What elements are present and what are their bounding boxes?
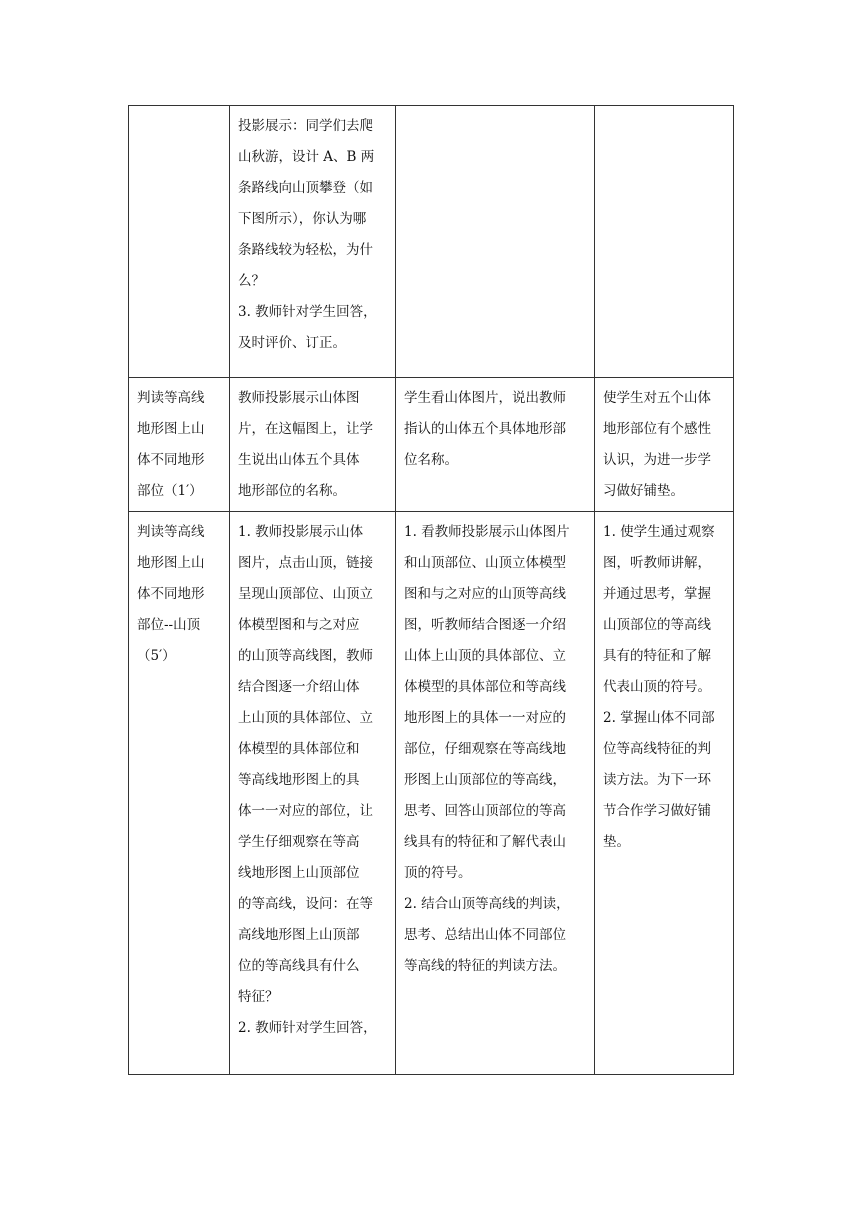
lesson-plan-table [128, 105, 734, 1075]
cell-text-line: 及时评价、订正。 [238, 335, 346, 351]
stage-cell [129, 378, 230, 512]
student-activity-cell [396, 512, 595, 1075]
cell-text-line: 生说出山体五个具体 [238, 452, 360, 468]
cell-text-line: 教师投影展示山体图 [238, 390, 360, 406]
cell-text-line: 山体上山顶的具体部位、立 [404, 648, 566, 664]
cell-text-line: 片，在这幅图上，让学 [238, 421, 373, 437]
cell-text-line: 特征？ [238, 989, 279, 1005]
cell-text-line: 高线地形图上山顶部 [238, 927, 360, 943]
cell-text-line: 1. 教师投影展示山体 [238, 524, 364, 540]
cell-text-line: 1. 使学生通过观察 [603, 524, 715, 540]
cell-text-line: 和山顶部位、山顶立体模型 [404, 555, 566, 571]
cell-text-line: 体不同地形 [137, 452, 205, 468]
cell-text-line: 呈现山顶部位、山顶立 [238, 586, 373, 602]
cell-text-line: 上山顶的具体部位、立 [238, 710, 373, 726]
cell-text-line: 思考、回答山顶部位的等高 [404, 803, 566, 819]
stage-cell [129, 106, 230, 378]
cell-text-line: 指认的山体五个具体地形部 [404, 421, 566, 437]
cell-text-line: 地形图上山 [137, 421, 205, 437]
cell-text-line: 1. 看教师投影展示山体图片 [404, 524, 570, 540]
cell-text-line: 节合作学习做好铺 [603, 803, 711, 819]
cell-text-line: 认识，为进一步学 [603, 452, 711, 468]
cell-text-line: 图片，点击山顶，链接 [238, 555, 373, 571]
cell-text-line: 线具有的特征和了解代表山 [404, 834, 566, 850]
cell-text-line: 3. 教师针对学生回答， [238, 304, 377, 320]
cell-text-line: 并通过思考，掌握 [603, 586, 711, 602]
teacher-activity-cell [230, 106, 396, 378]
design-intent-cell [595, 106, 734, 378]
cell-text-line: 代表山顶的符号。 [603, 679, 711, 695]
cell-text-line: 下图所示），你认为哪 [238, 211, 367, 227]
cell-text-line: 体一一对应的部位，让 [238, 803, 373, 819]
stage-cell [129, 512, 230, 1075]
cell-text-line: 具有的特征和了解 [603, 648, 711, 664]
table-row [129, 512, 734, 1075]
cell-text-line: 部位--山顶 [137, 617, 201, 633]
cell-text-line: 位名称。 [404, 452, 458, 468]
cell-text-line: 图，听教师讲解， [603, 555, 711, 571]
cell-text-line: 学生看山体图片，说出教师 [404, 390, 566, 406]
cell-text-line: （5′） [137, 648, 176, 664]
cell-text-line: 条路线较为轻松，为什 [238, 242, 373, 258]
cell-text-line: 图和与之对应的山顶等高线 [404, 586, 566, 602]
cell-text-line: 位等高线特征的判 [603, 741, 711, 757]
cell-text-line: 地形图上的具体一一对应的 [404, 710, 566, 726]
cell-text-line: 形图上山顶部位的等高线， [404, 772, 566, 788]
cell-text-line: 2. 结合山顶等高线的判读， [404, 896, 570, 912]
cell-text-line: 学生仔细观察在等高 [238, 834, 360, 850]
cell-text-line: 山秋游，设计 A、B 两 [238, 149, 375, 165]
cell-text-line: 使学生对五个山体 [603, 390, 711, 406]
cell-text-line: 条路线向山顶攀登（如 [238, 180, 373, 196]
cell-text-line: 地形部位有个感性 [603, 421, 711, 437]
cell-text-line: 习做好铺垫。 [603, 483, 684, 499]
teacher-activity-cell [230, 512, 396, 1075]
cell-text-line: 2. 掌握山体不同部 [603, 710, 715, 726]
student-activity-cell [396, 106, 595, 378]
cell-text-line: 山顶部位的等高线 [603, 617, 711, 633]
student-activity-cell [396, 378, 595, 512]
cell-text-line: 2. 教师针对学生回答， [238, 1020, 377, 1036]
cell-text-line: 么？ [238, 273, 265, 289]
design-intent-cell [595, 378, 734, 512]
cell-text-line: 地形图上山 [137, 555, 205, 571]
cell-text-line: 的等高线，设问：在等 [238, 896, 373, 912]
cell-text-line: 顶的符号。 [404, 865, 472, 881]
cell-text-line: 部位，仔细观察在等高线地 [404, 741, 566, 757]
cell-text-line: 的山顶等高线图，教师 [238, 648, 373, 664]
cell-text-line: 体模型图和与之对应 [238, 617, 360, 633]
cell-text-line: 投影展示：同学们去爬 [238, 118, 373, 134]
cell-text-line: 等高线的特征的判读方法。 [404, 958, 566, 974]
cell-text-line: 部位（1′） [137, 483, 203, 499]
cell-text-line: 体模型的具体部位和 [238, 741, 360, 757]
cell-text-line: 判读等高线 [137, 390, 205, 406]
teacher-activity-cell [230, 378, 396, 512]
cell-text-line: 地形部位的名称。 [238, 483, 346, 499]
cell-text-line: 位的等高线具有什么 [238, 958, 360, 974]
cell-text-line: 垫。 [603, 834, 630, 850]
cell-text-line: 体不同地形 [137, 586, 205, 602]
cell-text-line: 线地形图上山顶部位 [238, 865, 360, 881]
cell-text-line: 等高线地形图上的具 [238, 772, 360, 788]
table-row [129, 378, 734, 512]
table-row [129, 106, 734, 378]
design-intent-cell [595, 512, 734, 1075]
cell-text-line: 判读等高线 [137, 524, 205, 540]
cell-text-line: 图，听教师结合图逐一介绍 [404, 617, 566, 633]
cell-text-line: 体模型的具体部位和等高线 [404, 679, 566, 695]
cell-text-line: 思考、总结出山体不同部位 [404, 927, 566, 943]
cell-text-line: 结合图逐一介绍山体 [238, 679, 360, 695]
cell-text-line: 读方法。为下一环 [603, 772, 711, 788]
